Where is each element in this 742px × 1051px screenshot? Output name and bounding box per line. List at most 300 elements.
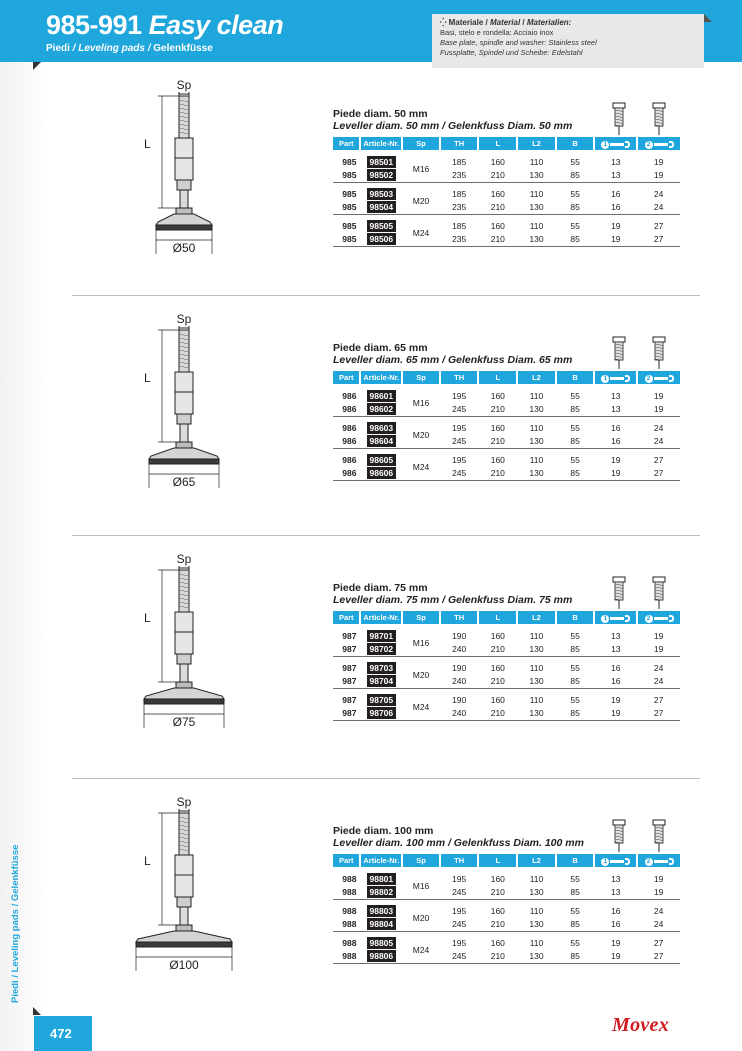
material-line-en: Base plate, spindle and washer: Stainless steel xyxy=(440,38,597,47)
l2-cell: 130 xyxy=(529,886,544,897)
article-number: 98504 xyxy=(367,201,397,213)
l-cell: 160 xyxy=(490,874,505,885)
l-cell: 210 xyxy=(490,169,505,180)
foot-drawing xyxy=(124,78,244,258)
table-row xyxy=(333,435,680,448)
b-cell: 55 xyxy=(570,157,580,168)
lower-stem xyxy=(180,907,188,925)
l-dim-label: L xyxy=(144,611,151,625)
article-number: 98805 xyxy=(367,937,397,949)
article-cell xyxy=(360,435,402,448)
spec-header-row xyxy=(333,854,680,867)
diameter-label: Ø50 xyxy=(172,241,196,255)
l2-cell: 110 xyxy=(529,938,544,949)
spindle-sleeve xyxy=(175,612,193,654)
article-cell xyxy=(360,937,402,950)
screw-icon-2 xyxy=(652,102,666,141)
ball-joint xyxy=(176,208,192,214)
spec-table xyxy=(333,371,680,481)
subtitle-de: Gelenkfüsse xyxy=(153,43,213,54)
w2-cell: 24 xyxy=(653,906,664,917)
l-cell: 210 xyxy=(490,403,505,414)
l-cell: 210 xyxy=(490,950,505,961)
w1-cell: 13 xyxy=(611,886,621,897)
col-wrench-1 xyxy=(594,137,637,150)
article-cell xyxy=(360,918,402,931)
b-cell: 55 xyxy=(570,221,580,232)
hex-nut xyxy=(177,414,191,424)
material-line-it: Basi, stelo e rondella: Acciaio inox xyxy=(440,28,554,37)
b-cell: 55 xyxy=(570,423,580,434)
th-cell: 240 xyxy=(452,643,467,654)
part-cell: 986 xyxy=(342,467,357,478)
article-number: 98604 xyxy=(367,435,397,447)
th-cell: 245 xyxy=(452,918,467,929)
w1-cell: 16 xyxy=(611,423,621,434)
table-row xyxy=(333,873,680,886)
spec-header-row xyxy=(333,371,680,384)
l-cell: 210 xyxy=(490,201,505,212)
product-title-sub: Leveller diam. 65 mm / Gelenkfuss Diam. 65 mm xyxy=(333,354,573,366)
col-wrench-2 xyxy=(637,854,680,867)
article-number: 98801 xyxy=(367,873,397,885)
product-title xyxy=(333,108,572,132)
l-cell: 160 xyxy=(490,663,505,674)
section-divider xyxy=(72,295,700,296)
article-cell xyxy=(360,643,402,656)
l2-cell: 130 xyxy=(529,233,544,244)
l2-cell: 110 xyxy=(529,455,544,466)
table-row xyxy=(333,169,680,182)
table-row xyxy=(333,675,680,688)
page-title xyxy=(46,10,283,41)
col-l2: L2 xyxy=(517,137,556,150)
b-cell: 55 xyxy=(570,391,580,402)
w2-cell: 24 xyxy=(653,435,664,446)
col-l2: L2 xyxy=(517,611,556,624)
b-cell: 85 xyxy=(570,403,580,414)
article-cell xyxy=(360,950,402,963)
w2-cell: 19 xyxy=(653,169,664,180)
col-wrench-2 xyxy=(637,611,680,624)
article-cell xyxy=(360,707,402,720)
product-title xyxy=(333,342,572,366)
w1-cell: 16 xyxy=(611,918,621,929)
l2-cell: 130 xyxy=(529,169,544,180)
w2-cell: 24 xyxy=(653,189,664,200)
w1-cell: 13 xyxy=(611,391,621,402)
screw-icon-1 xyxy=(612,819,626,858)
col-article: Article-Nr. xyxy=(360,854,402,867)
l2-cell: 130 xyxy=(529,918,544,929)
part-cell: 986 xyxy=(342,391,357,402)
b-cell: 55 xyxy=(570,906,580,917)
w1-cell: 19 xyxy=(611,950,621,961)
article-cell xyxy=(360,675,402,688)
sp-cell: M16 xyxy=(412,637,430,648)
th-cell: 185 xyxy=(452,157,467,168)
w1-cell: 19 xyxy=(611,707,621,718)
l2-cell: 110 xyxy=(529,695,544,706)
l-cell: 160 xyxy=(490,455,505,466)
part-cell: 988 xyxy=(342,938,357,949)
l2-cell: 130 xyxy=(529,467,544,478)
l-dim-label: L xyxy=(144,137,151,151)
table-row xyxy=(333,403,680,416)
article-number: 98702 xyxy=(367,643,397,655)
page-subtitle xyxy=(46,43,213,54)
article-number: 98501 xyxy=(367,156,397,168)
table-row xyxy=(333,662,680,675)
screw-icon-1 xyxy=(612,102,626,141)
col-th: TH xyxy=(440,611,479,624)
w1-cell: 13 xyxy=(611,169,621,180)
w2-cell: 24 xyxy=(653,663,664,674)
diameter-label: Ø100 xyxy=(169,958,199,972)
article-cell xyxy=(360,873,402,886)
b-cell: 55 xyxy=(570,455,580,466)
article-cell xyxy=(360,220,402,233)
part-cell: 985 xyxy=(342,221,357,232)
article-cell xyxy=(360,201,402,214)
article-cell xyxy=(360,233,402,246)
article-number: 98603 xyxy=(367,422,397,434)
article-cell xyxy=(360,403,402,416)
part-cell: 987 xyxy=(342,663,357,674)
l-cell: 210 xyxy=(490,467,505,478)
article-number: 98606 xyxy=(367,467,397,479)
col-b: B xyxy=(556,371,595,384)
col-sp: Sp xyxy=(402,137,440,150)
part-cell: 987 xyxy=(342,631,357,642)
w1-cell: 19 xyxy=(611,938,621,949)
sp-cell: M24 xyxy=(412,461,430,472)
th-cell: 240 xyxy=(452,675,467,686)
th-cell: 235 xyxy=(452,201,467,212)
w1-cell: 13 xyxy=(611,874,621,885)
left-margin-strip xyxy=(0,62,42,1051)
l2-cell: 110 xyxy=(529,423,544,434)
wrench-icon: 2 xyxy=(645,141,674,149)
col-b: B xyxy=(556,854,595,867)
part-cell: 988 xyxy=(342,886,357,897)
w2-cell: 19 xyxy=(653,157,664,168)
l2-cell: 130 xyxy=(529,435,544,446)
screw-icon-2 xyxy=(652,576,666,615)
article-number: 98701 xyxy=(367,630,397,642)
w1-cell: 13 xyxy=(611,631,621,642)
article-cell xyxy=(360,390,402,403)
table-row xyxy=(333,188,680,201)
l-dim-label: L xyxy=(144,854,151,868)
w2-cell: 27 xyxy=(653,707,664,718)
col-th: TH xyxy=(440,137,479,150)
article-cell xyxy=(360,454,402,467)
col-wrench-1 xyxy=(594,854,637,867)
th-cell: 185 xyxy=(452,189,467,200)
article-number: 98704 xyxy=(367,675,397,687)
material-line-de: Fussplatte, Spindel und Scheibe: Edelstahl xyxy=(440,48,583,57)
table-row xyxy=(333,643,680,656)
part-cell: 987 xyxy=(342,695,357,706)
col-part: Part xyxy=(333,137,360,150)
w2-cell: 19 xyxy=(653,874,664,885)
material-sep-1: / xyxy=(483,18,490,27)
w2-cell: 24 xyxy=(653,201,664,212)
article-cell xyxy=(360,662,402,675)
base-plate xyxy=(136,931,232,942)
th-cell: 245 xyxy=(452,950,467,961)
wrench-icon: 1 xyxy=(601,141,630,149)
sp-cell: M16 xyxy=(412,880,430,891)
l-cell: 160 xyxy=(490,157,505,168)
col-wrench-1 xyxy=(594,371,637,384)
section-divider xyxy=(72,535,700,536)
th-cell: 190 xyxy=(452,631,467,642)
th-cell: 245 xyxy=(452,403,467,414)
l-cell: 160 xyxy=(490,391,505,402)
th-cell: 240 xyxy=(452,707,467,718)
article-cell xyxy=(360,422,402,435)
foot-drawing xyxy=(124,312,244,492)
lower-stem xyxy=(180,190,188,208)
w2-cell: 24 xyxy=(653,423,664,434)
spec-header-row xyxy=(333,137,680,150)
page-number: 472 xyxy=(34,1016,92,1051)
sp-dim-label: Sp xyxy=(176,552,192,566)
l-dim-label: L xyxy=(144,371,151,385)
b-cell: 85 xyxy=(570,886,580,897)
spindle-sleeve xyxy=(175,138,193,180)
rubber-pad xyxy=(149,459,219,464)
l-cell: 160 xyxy=(490,189,505,200)
l-cell: 160 xyxy=(490,906,505,917)
w1-cell: 19 xyxy=(611,467,621,478)
side-category-label: Piedi / Leveling pads / Gelenkfüsse xyxy=(10,844,21,1003)
sp-dim-label: Sp xyxy=(176,78,192,92)
b-cell: 55 xyxy=(570,189,580,200)
l2-cell: 110 xyxy=(529,391,544,402)
table-row xyxy=(333,467,680,480)
article-number: 98601 xyxy=(367,390,397,402)
b-cell: 85 xyxy=(570,169,580,180)
col-l: L xyxy=(478,371,517,384)
table-row xyxy=(333,201,680,214)
w2-cell: 19 xyxy=(653,403,664,414)
w1-cell: 19 xyxy=(611,221,621,232)
b-cell: 55 xyxy=(570,874,580,885)
th-cell: 235 xyxy=(452,233,467,244)
part-cell: 985 xyxy=(342,169,357,180)
sp-dim-label: Sp xyxy=(176,312,192,326)
ball-joint xyxy=(176,682,192,688)
w2-cell: 27 xyxy=(653,221,664,232)
series-name: Easy clean xyxy=(148,10,284,40)
product-title xyxy=(333,825,584,849)
wrench-icon: 1 xyxy=(601,375,630,383)
w1-cell: 16 xyxy=(611,675,621,686)
w2-cell: 19 xyxy=(653,631,664,642)
part-cell: 985 xyxy=(342,201,357,212)
th-cell: 245 xyxy=(452,435,467,446)
article-number: 98605 xyxy=(367,454,397,466)
col-part: Part xyxy=(333,371,360,384)
article-number: 98803 xyxy=(367,905,397,917)
w2-cell: 19 xyxy=(653,643,664,654)
col-wrench-1 xyxy=(594,611,637,624)
b-cell: 85 xyxy=(570,675,580,686)
th-cell: 190 xyxy=(452,663,467,674)
part-cell: 985 xyxy=(342,233,357,244)
l-cell: 210 xyxy=(490,886,505,897)
l-cell: 210 xyxy=(490,675,505,686)
l2-cell: 130 xyxy=(529,403,544,414)
material-title-en: Material xyxy=(489,18,521,27)
part-cell: 985 xyxy=(342,157,357,168)
col-l2: L2 xyxy=(517,854,556,867)
l2-cell: 130 xyxy=(529,707,544,718)
lower-stem xyxy=(180,664,188,682)
part-cell: 988 xyxy=(342,874,357,885)
part-cell: 986 xyxy=(342,455,357,466)
threaded-spindle xyxy=(179,330,189,372)
wrench-icon: 2 xyxy=(645,858,674,866)
part-cell: 987 xyxy=(342,707,357,718)
foot-drawing xyxy=(124,552,244,732)
material-box xyxy=(432,14,704,68)
col-l2: L2 xyxy=(517,371,556,384)
article-cell xyxy=(360,156,402,169)
series-number: 985-991 xyxy=(46,10,142,40)
part-cell: 988 xyxy=(342,950,357,961)
part-cell: 986 xyxy=(342,435,357,446)
w1-cell: 19 xyxy=(611,233,621,244)
material-sep-2: / xyxy=(520,18,527,27)
l-cell: 160 xyxy=(490,938,505,949)
w2-cell: 24 xyxy=(653,675,664,686)
material-icon: ⁛ xyxy=(440,18,449,27)
product-title-it: Piede diam. 50 mm xyxy=(333,108,428,120)
table-row xyxy=(333,454,680,467)
th-cell: 190 xyxy=(452,695,467,706)
sp-cell: M24 xyxy=(412,227,430,238)
l-cell: 160 xyxy=(490,631,505,642)
wrench-icon: 2 xyxy=(645,615,674,623)
w2-cell: 24 xyxy=(653,918,664,929)
th-cell: 185 xyxy=(452,221,467,232)
l2-cell: 130 xyxy=(529,643,544,654)
hex-nut xyxy=(177,654,191,664)
col-th: TH xyxy=(440,854,479,867)
article-number: 98705 xyxy=(367,694,397,706)
brand-logo: Movex xyxy=(612,1014,670,1036)
table-row xyxy=(333,233,680,246)
b-cell: 85 xyxy=(570,918,580,929)
l2-cell: 110 xyxy=(529,906,544,917)
w1-cell: 16 xyxy=(611,906,621,917)
l2-cell: 110 xyxy=(529,663,544,674)
sp-cell: M24 xyxy=(412,944,430,955)
col-th: TH xyxy=(440,371,479,384)
part-cell: 986 xyxy=(342,403,357,414)
spec-header-row xyxy=(333,611,680,624)
w1-cell: 19 xyxy=(611,455,621,466)
th-cell: 195 xyxy=(452,874,467,885)
col-wrench-2 xyxy=(637,371,680,384)
spec-table xyxy=(333,854,680,964)
l-cell: 210 xyxy=(490,643,505,654)
base-plate xyxy=(144,688,224,699)
w1-cell: 13 xyxy=(611,403,621,414)
wrench-icon: 1 xyxy=(601,615,630,623)
spec-table xyxy=(333,137,680,247)
w1-cell: 16 xyxy=(611,663,621,674)
article-number: 98802 xyxy=(367,886,397,898)
article-number: 98706 xyxy=(367,707,397,719)
w1-cell: 16 xyxy=(611,201,621,212)
product-title-it: Piede diam. 65 mm xyxy=(333,342,428,354)
base-plate xyxy=(156,214,212,225)
table-row xyxy=(333,630,680,643)
material-title-it: Materiale xyxy=(448,18,484,27)
threaded-spindle xyxy=(179,96,189,138)
article-number: 98506 xyxy=(367,233,397,245)
col-article: Article-Nr. xyxy=(360,371,402,384)
ball-joint xyxy=(176,925,192,931)
l-cell: 160 xyxy=(490,221,505,232)
material-title-de: Materialien: xyxy=(526,18,572,27)
w2-cell: 27 xyxy=(653,455,664,466)
threaded-spindle xyxy=(179,813,189,855)
product-title-it: Piede diam. 100 mm xyxy=(333,825,434,837)
wrench-icon: 1 xyxy=(601,858,630,866)
screw-icon-1 xyxy=(612,336,626,375)
table-row xyxy=(333,886,680,899)
w1-cell: 16 xyxy=(611,435,621,446)
w2-cell: 27 xyxy=(653,938,664,949)
diameter-label: Ø65 xyxy=(172,475,196,489)
part-cell: 987 xyxy=(342,675,357,686)
part-cell: 987 xyxy=(342,643,357,654)
part-cell: 986 xyxy=(342,423,357,434)
sp-cell: M16 xyxy=(412,397,430,408)
th-cell: 245 xyxy=(452,467,467,478)
section-divider xyxy=(72,778,700,779)
diameter-label: Ø75 xyxy=(172,715,196,729)
col-wrench-2 xyxy=(637,137,680,150)
l2-cell: 110 xyxy=(529,631,544,642)
b-cell: 85 xyxy=(570,201,580,212)
screw-icon-2 xyxy=(652,336,666,375)
th-cell: 195 xyxy=(452,455,467,466)
th-cell: 195 xyxy=(452,391,467,402)
table-row xyxy=(333,390,680,403)
article-number: 98505 xyxy=(367,220,397,232)
l2-cell: 110 xyxy=(529,221,544,232)
spindle-sleeve xyxy=(175,855,193,897)
article-number: 98503 xyxy=(367,188,397,200)
th-cell: 195 xyxy=(452,423,467,434)
article-number: 98602 xyxy=(367,403,397,415)
subtitle-sep-1: / xyxy=(69,43,79,54)
lower-stem xyxy=(180,424,188,442)
col-l: L xyxy=(478,137,517,150)
w2-cell: 19 xyxy=(653,391,664,402)
rubber-pad xyxy=(144,699,224,704)
b-cell: 55 xyxy=(570,631,580,642)
w2-cell: 27 xyxy=(653,467,664,478)
threaded-spindle xyxy=(179,570,189,612)
